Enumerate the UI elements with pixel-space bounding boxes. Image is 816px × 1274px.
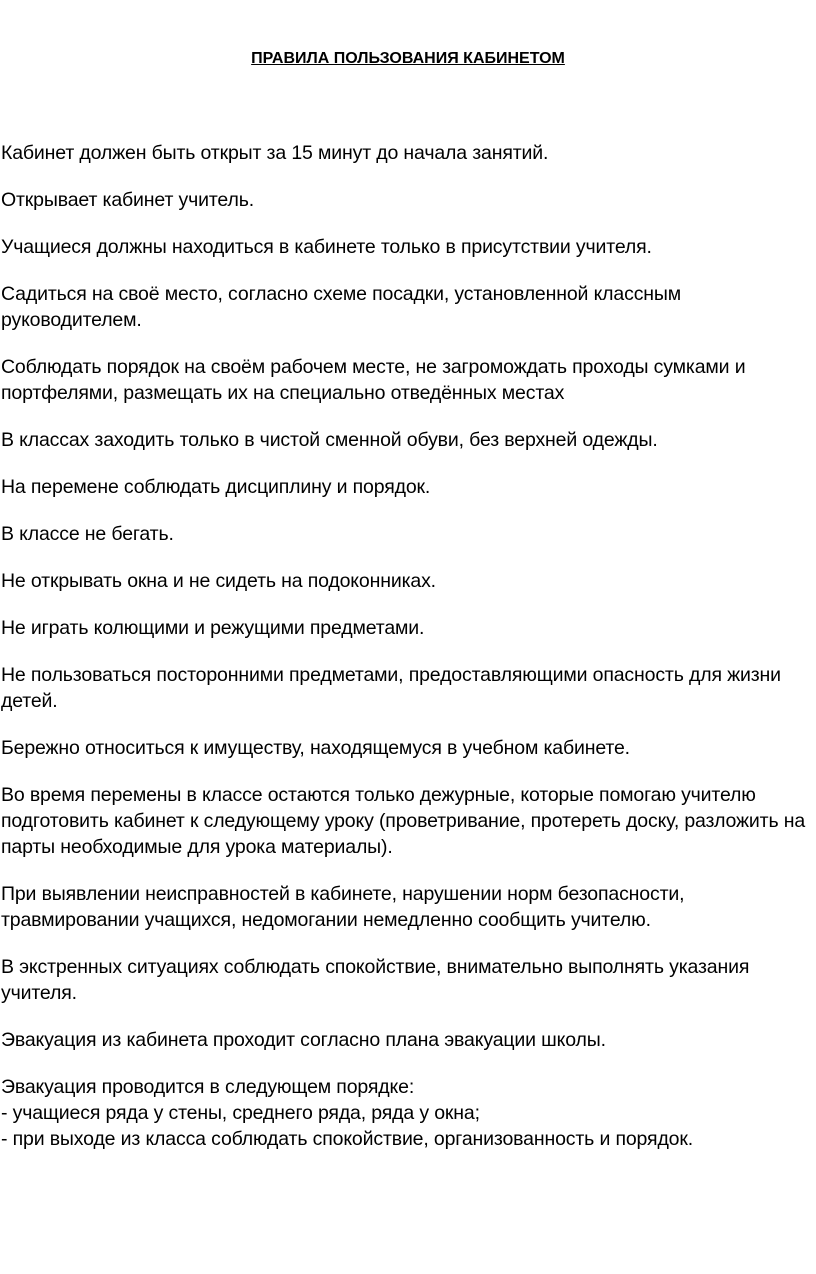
rule-line: травмировании учащихся, недомогании немедленно сообщить учителю.: [1, 909, 651, 931]
rule-line: детей.: [1, 690, 58, 712]
rule-line: В экстренных ситуациях соблюдать спокойствие, внимательно выполнять указания: [1, 956, 750, 978]
rule-line: руководителем.: [1, 309, 142, 331]
rule-line: При выявлении неисправностей в кабинете, нарушении норм безопасности,: [1, 883, 685, 905]
rule-line: Эвакуация из кабинета проходит согласно плана эвакуации школы.: [1, 1029, 606, 1051]
rule-line: Открывает кабинет учитель.: [1, 189, 254, 211]
rule-line: В классе не бегать.: [1, 523, 174, 545]
rule-line: портфелями, размещать их на специально отведённых местах: [1, 382, 565, 404]
rule-paragraph: [1, 187, 816, 213]
rule-line: Садиться на своё место, согласно схеме посадки, установленной классным: [1, 283, 682, 305]
rule-paragraph: [1, 568, 816, 594]
rule-line: Кабинет должен быть открыт за 15 минут до начала занятий.: [1, 142, 549, 164]
rule-paragraph: [1, 521, 816, 547]
rule-paragraph: [1, 1074, 816, 1152]
rule-paragraph: [1, 1027, 816, 1053]
rule-paragraph: [1, 474, 816, 500]
rule-paragraph: [1, 281, 816, 333]
rule-line: Во время перемены в классе остаются только дежурные, которые помогаю учителю: [1, 784, 756, 806]
rule-paragraph: [1, 427, 816, 453]
rule-paragraph: [1, 140, 816, 166]
rule-line: Учащиеся должны находиться в кабинете только в присутствии учителя.: [1, 236, 652, 258]
rule-line: Бережно относиться к имуществу, находящемуся в учебном кабинете.: [1, 737, 630, 759]
rule-paragraph: [1, 954, 816, 1006]
rule-paragraph: [1, 662, 816, 714]
rule-line: В классах заходить только в чистой сменной обуви, без верхней одежды.: [1, 429, 658, 451]
rule-paragraph: [1, 881, 816, 933]
rule-paragraph: [1, 735, 816, 761]
rule-paragraph: [1, 782, 816, 860]
rule-line: Эвакуация проводится в следующем порядке:: [1, 1076, 415, 1098]
rule-line: - при выходе из класса соблюдать спокойствие, организованность и порядок.: [1, 1128, 694, 1150]
document-title: ПРАВИЛА ПОЛЬЗОВАНИЯ КАБИНЕТОМ: [251, 50, 565, 67]
rule-paragraph: [1, 354, 816, 406]
rule-line: подготовить кабинет к следующему уроку (проветривание, протереть доску, разложить на: [1, 810, 806, 832]
rule-line: парты необходимые для урока материалы).: [1, 836, 393, 858]
rule-line: На перемене соблюдать дисциплину и порядок.: [1, 476, 431, 498]
rule-paragraph: [1, 615, 816, 641]
rule-line: Не пользоваться посторонними предметами, предоставляющими опасность для жизни: [1, 664, 781, 686]
rules-list: [1, 140, 816, 1173]
rule-paragraph: [1, 234, 816, 260]
rule-line: - учащиеся ряда у стены, среднего ряда, ряда у окна;: [1, 1102, 480, 1124]
rule-line: Не открывать окна и не сидеть на подоконниках.: [1, 570, 436, 592]
rule-line: Соблюдать порядок на своём рабочем месте, не загромождать проходы сумками и: [1, 356, 746, 378]
rule-line: учителя.: [1, 982, 77, 1004]
rule-line: Не играть колющими и режущими предметами.: [1, 617, 425, 639]
